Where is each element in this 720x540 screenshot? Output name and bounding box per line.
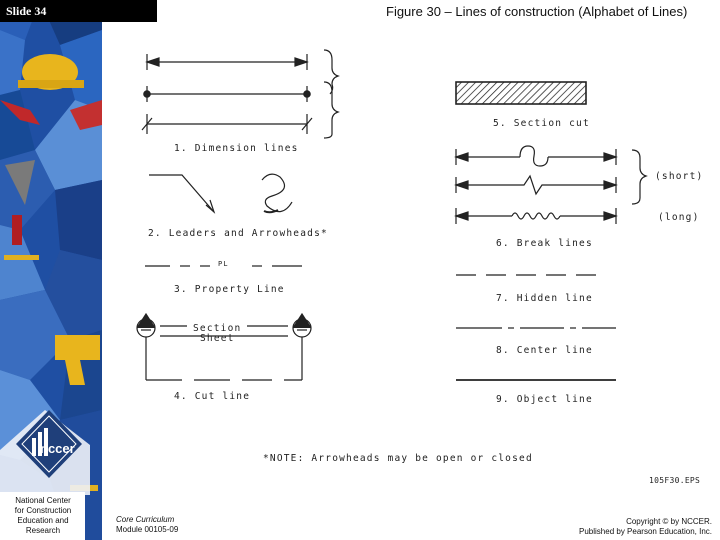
- sidebar-mosaic: [0, 0, 102, 540]
- logo-text: nccer: [40, 441, 75, 456]
- org-line-3: Education and: [17, 516, 69, 525]
- dimension-lines-group: [142, 50, 338, 138]
- section-sheet-text-2: Sheet: [200, 333, 235, 344]
- break-lines-group: [456, 146, 646, 224]
- label-short: (short): [655, 171, 704, 182]
- label-leaders: 2. Leaders and Arrowheads*: [148, 228, 328, 239]
- organization-name: [4, 496, 82, 536]
- label-long: (long): [658, 212, 700, 223]
- org-line-1: National Center: [15, 496, 71, 505]
- label-hidden-line: 7. Hidden line: [496, 293, 593, 304]
- module-number: Module 00105-09: [116, 525, 179, 534]
- arrowhead-note: *NOTE: Arrowheads may be open or closed: [263, 453, 533, 464]
- figure-title: Figure 30 – Lines of construction (Alphabet of Lines): [386, 4, 688, 19]
- file-code: 105F30.EPS: [649, 476, 701, 485]
- footer-curriculum: [116, 515, 178, 535]
- label-property-line: 3. Property Line: [174, 284, 285, 295]
- section-cut-group: [456, 82, 586, 104]
- copyright-text: Copyright © by NCCER.: [626, 517, 712, 526]
- slide-number-label: Slide 34: [0, 0, 157, 22]
- label-break-lines: 6. Break lines: [496, 238, 593, 249]
- label-center-line: 8. Center line: [496, 345, 593, 356]
- label-section-cut: 5. Section cut: [493, 118, 590, 129]
- label-cut-line: 4. Cut line: [174, 391, 251, 402]
- lines-of-construction-diagram: [102, 24, 720, 479]
- publisher-text: Published by Pearson Education, Inc.: [579, 527, 712, 536]
- curriculum-title: Core Curriculum: [116, 515, 175, 524]
- property-line-symbol: PL: [218, 260, 229, 268]
- label-dimension-lines: 1. Dimension lines: [174, 143, 299, 154]
- footer-copyright: [579, 517, 712, 537]
- org-line-2: for Construction: [14, 506, 72, 515]
- label-object-line: 9. Object line: [496, 394, 593, 405]
- org-line-4: Research: [25, 526, 61, 535]
- nccer-logo: [14, 408, 84, 480]
- section-sheet-text-1: Section: [193, 323, 242, 334]
- leaders-group: [149, 174, 292, 212]
